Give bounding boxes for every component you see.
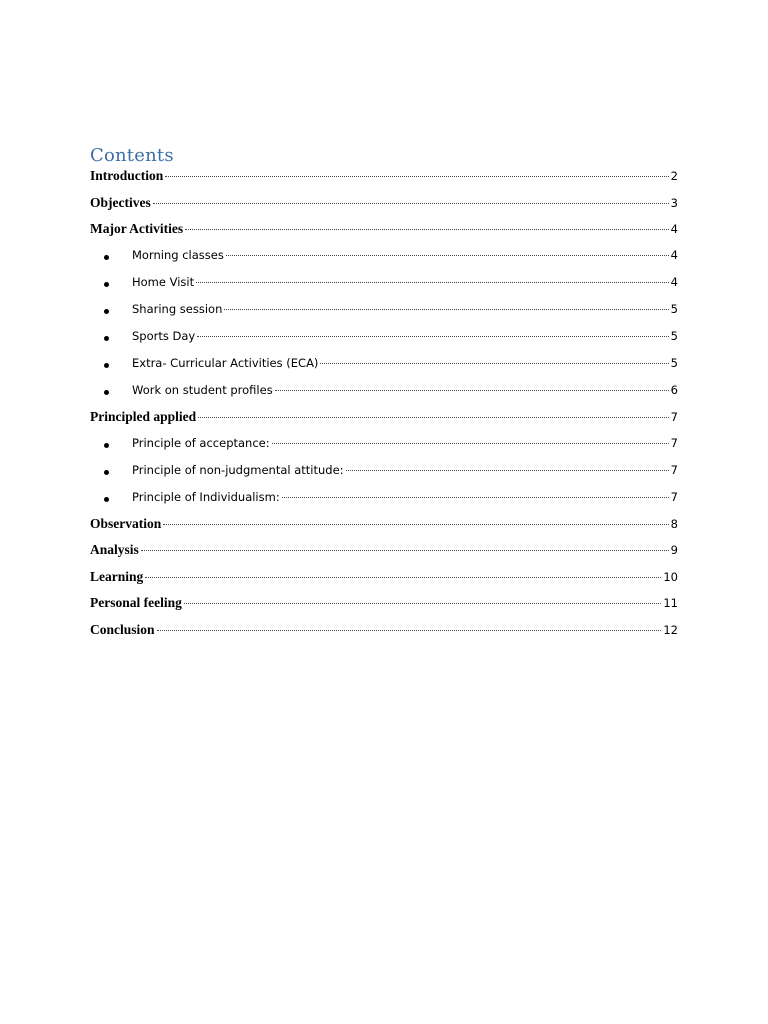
toc-entry-label: Extra- Curricular Activities (ECA) — [132, 356, 319, 370]
dot-leader — [282, 495, 669, 498]
dot-leader — [226, 253, 669, 256]
dot-leader — [272, 441, 669, 444]
dot-leader — [141, 548, 669, 551]
toc-entry-principle-individualism[interactable] — [90, 490, 678, 512]
toc-page-number: 3 — [670, 196, 678, 210]
toc-entry-conclusion[interactable] — [90, 622, 678, 644]
dot-leader — [145, 575, 661, 578]
toc-entry-label: Personal feeling — [90, 595, 182, 610]
toc-entry-home-visit[interactable] — [90, 275, 678, 297]
bullet-icon — [104, 390, 109, 395]
toc-entry-major-activities[interactable] — [90, 221, 678, 243]
bullet-icon — [104, 443, 109, 448]
toc-entry-label: Learning — [90, 569, 144, 584]
bullet-icon — [104, 309, 109, 314]
bullet-icon — [104, 336, 109, 341]
toc-page-number: 4 — [670, 248, 678, 262]
toc-page-number: 2 — [670, 169, 678, 183]
toc-entry-analysis[interactable] — [90, 542, 678, 564]
toc-entry-label: Conclusion — [90, 622, 155, 637]
toc-entry-label: Sports Day — [132, 329, 196, 343]
toc-entry-principle-non-judgmental[interactable] — [90, 463, 678, 485]
toc-entry-learning[interactable] — [90, 569, 678, 591]
dot-leader — [224, 307, 668, 310]
bullet-icon — [104, 470, 109, 475]
toc-entry-label: Major Activities — [90, 221, 184, 236]
toc-page-number: 7 — [670, 463, 678, 477]
dot-leader — [275, 388, 669, 391]
toc-entry-personal-feeling[interactable] — [90, 595, 678, 617]
bullet-icon — [104, 497, 109, 502]
dot-leader — [185, 227, 669, 230]
toc-page-number: 6 — [670, 383, 678, 397]
toc-entry-label: Introduction — [90, 168, 164, 183]
toc-entry-label: Analysis — [90, 542, 139, 557]
toc-entry-label: Principle of non-judgmental attitude: — [132, 463, 344, 477]
toc-page-number: 5 — [670, 329, 678, 343]
toc-page-number: 4 — [670, 222, 678, 236]
dot-leader — [197, 334, 668, 337]
toc-entry-observation[interactable] — [90, 516, 678, 538]
dot-leader — [153, 201, 669, 204]
dot-leader — [163, 522, 668, 525]
bullet-icon — [104, 255, 109, 260]
dot-leader — [184, 601, 662, 604]
dot-leader — [346, 468, 669, 471]
dot-leader — [196, 280, 669, 283]
bullet-icon — [104, 282, 109, 287]
toc-heading: Contents — [90, 145, 174, 166]
dot-leader — [320, 361, 668, 364]
toc-entry-label: Morning classes — [132, 248, 224, 262]
toc-page-number: 8 — [670, 517, 678, 531]
toc-entry-label: Principled applied — [90, 409, 197, 424]
toc-page-number: 12 — [663, 623, 678, 637]
toc-page-number: 5 — [670, 302, 678, 316]
toc-page-number: 7 — [670, 490, 678, 504]
toc-entry-label: Sharing session — [132, 302, 223, 316]
toc-entry-sports-day[interactable] — [90, 329, 678, 351]
toc-page-number: 5 — [670, 356, 678, 370]
dot-leader — [157, 628, 662, 631]
toc-entry-label: Objectives — [90, 195, 151, 210]
toc-entry-introduction[interactable] — [90, 168, 678, 190]
toc-entry-morning-classes[interactable] — [90, 248, 678, 270]
bullet-icon — [104, 363, 109, 368]
toc-page-number: 11 — [663, 596, 678, 610]
toc-page-number: 9 — [670, 543, 678, 557]
toc-entry-label: Work on student profiles — [132, 383, 273, 397]
toc-entry-principle-acceptance[interactable] — [90, 436, 678, 458]
toc-page-number: 7 — [670, 410, 678, 424]
toc-entry-label: Principle of acceptance: — [132, 436, 270, 450]
toc-entry-student-profiles[interactable] — [90, 383, 678, 405]
toc-entry-label: Principle of Individualism: — [132, 490, 280, 504]
dot-leader — [165, 174, 668, 177]
dot-leader — [198, 415, 669, 418]
toc-page-number: 4 — [670, 275, 678, 289]
toc-entry-objectives[interactable] — [90, 195, 678, 217]
toc-page-number: 10 — [663, 570, 678, 584]
toc-entry-label: Observation — [90, 516, 162, 531]
toc-entry-sharing-session[interactable] — [90, 302, 678, 324]
toc-entry-principled-applied[interactable] — [90, 409, 678, 431]
toc-page-number: 7 — [670, 436, 678, 450]
toc-entry-label: Home Visit — [132, 275, 195, 289]
toc-entry-eca[interactable] — [90, 356, 678, 378]
